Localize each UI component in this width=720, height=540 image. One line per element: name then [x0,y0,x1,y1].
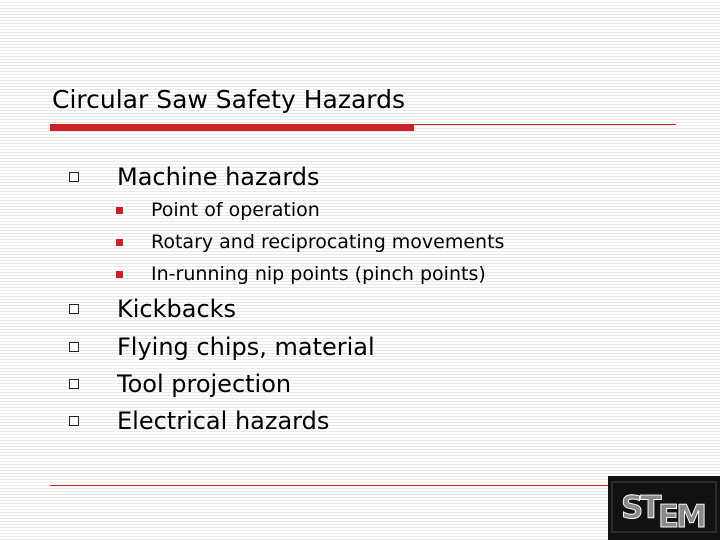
sub-bullet-text: Point of operation [151,199,320,221]
bullet-text: Kickbacks [117,295,237,323]
hollow-square-bullet-icon [69,304,79,314]
bullet-tool-projection [117,369,291,399]
filled-square-bullet-icon [116,207,123,214]
title-accent-bar [50,124,414,131]
sub-bullet-text: In-running nip points (pinch points) [151,263,486,285]
stem-logo [608,476,720,540]
slide-title: Circular Saw Safety Hazards [52,85,406,114]
hollow-square-bullet-icon [69,416,79,426]
bullet-text: Tool projection [117,370,292,398]
filled-square-bullet-icon [116,271,123,278]
bullet-text: Electrical hazards [117,407,330,435]
hollow-square-bullet-icon [69,342,79,352]
svg-text:ST: ST [621,490,659,526]
sub-bullet-rotary-movements [151,230,504,254]
sub-bullet-text: Rotary and reciprocating movements [151,231,505,253]
filled-square-bullet-icon [116,239,123,246]
sub-bullet-nip-points [151,262,486,286]
bullet-electrical-hazards [117,406,329,436]
svg-text:EM: EM [658,499,705,535]
sub-bullet-point-of-operation [151,198,320,222]
bullet-text: Machine hazards [117,163,320,191]
hollow-square-bullet-icon [69,172,79,182]
bullet-machine-hazards [117,162,320,192]
hollow-square-bullet-icon [69,379,79,389]
bullet-flying-chips [117,332,375,362]
bullet-text: Flying chips, material [117,333,375,361]
bullet-kickbacks [117,294,236,324]
